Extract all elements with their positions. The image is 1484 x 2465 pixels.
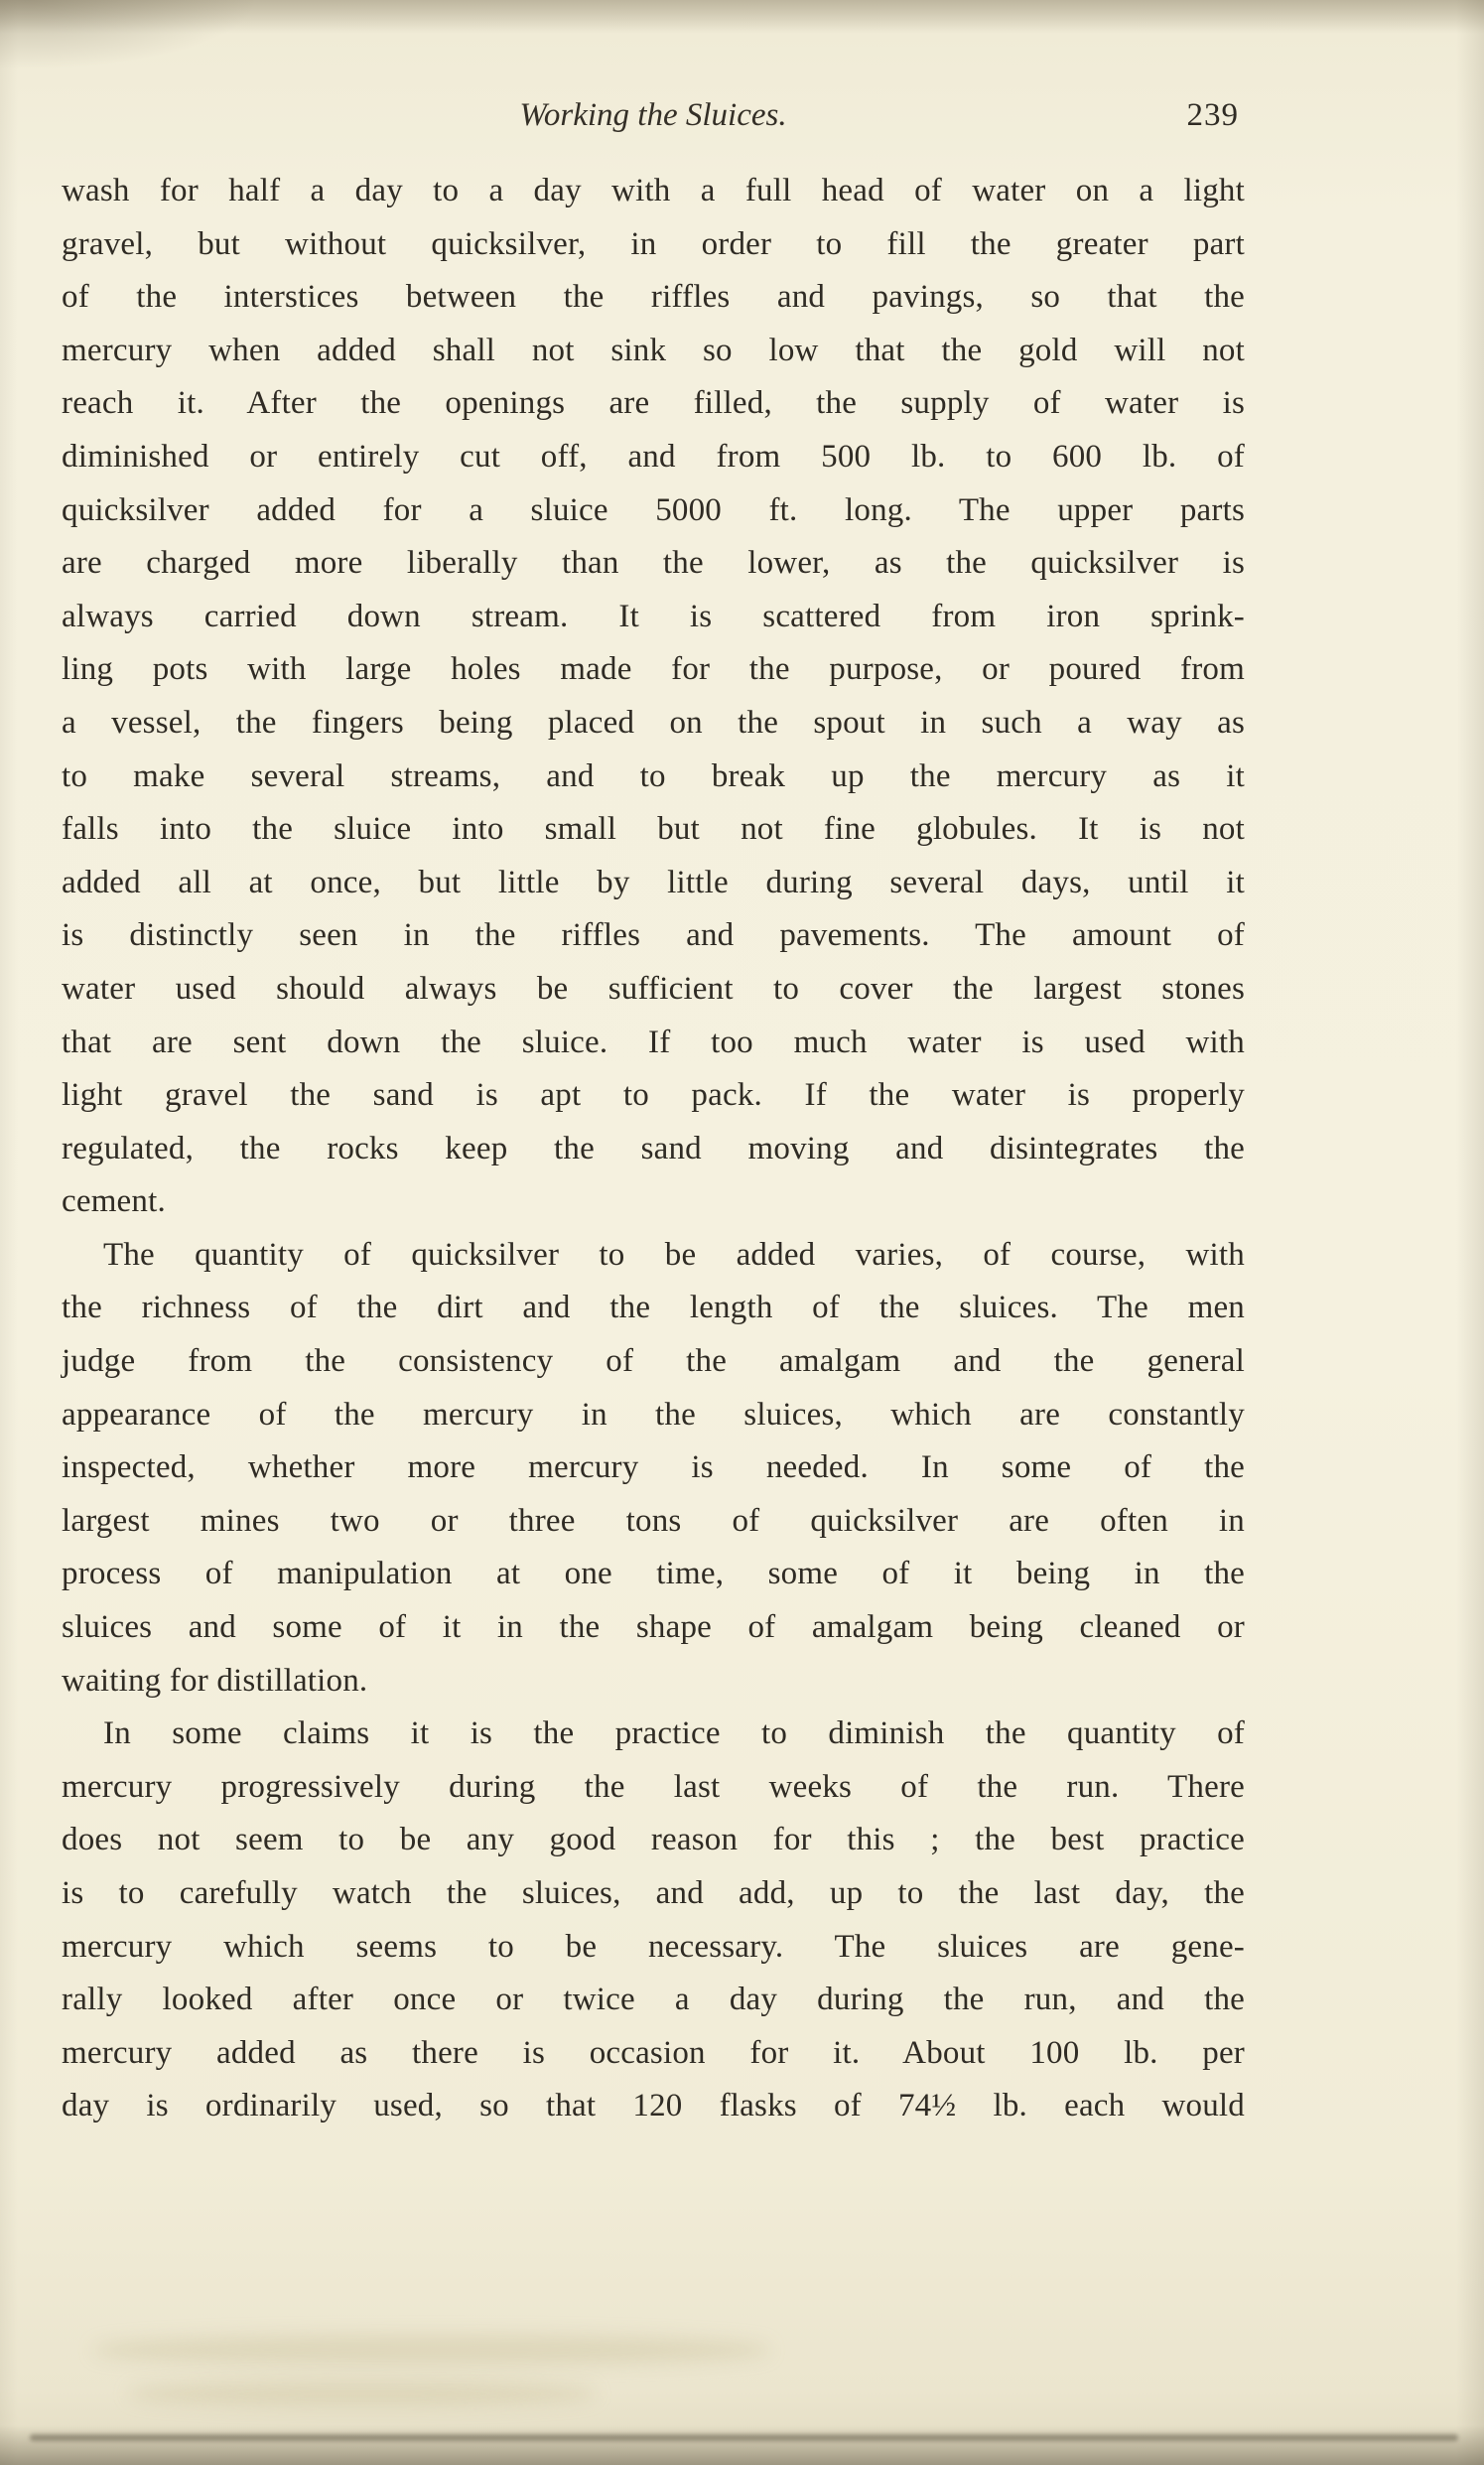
text-line: The quantity of quicksilver to be added varies, of course, with [103, 1236, 1245, 1273]
text-line: a vessel, the fingers being placed on the spout in such a way as [62, 704, 1245, 741]
text-line: wash for half a day to a day with a full head of water on a light [62, 173, 1245, 208]
text-line: regulated, the rocks keep the sand moving and disintegrates the [62, 1130, 1245, 1166]
text-line: falls into the sluice into small but not fine globules. It is not [62, 811, 1245, 848]
text-line: waiting for distillation. [62, 1662, 368, 1699]
text-line: inspected, whether more mercury is needed. In some of the [62, 1449, 1245, 1486]
page-number: 239 [1186, 97, 1239, 133]
page-header [62, 91, 1245, 139]
text-line: are charged more liberally than the lower, as the quicksilver is [62, 545, 1245, 582]
text-line: cement. [62, 1183, 166, 1220]
text-line: reach it. After the openings are filled, the supply of water is [62, 385, 1245, 422]
text-line: quicksilver added for a sluice 5000 ft. long. The upper parts [62, 491, 1245, 528]
text-line: is to carefully watch the sluices, and add, up to the last day, the [62, 1875, 1245, 1911]
show-through-smudge [94, 2335, 769, 2365]
text-line: day is ordinarily used, so that 120 flasks of 74½ lb. each would [62, 2088, 1245, 2124]
text-line: mercury when added shall not sink so low that the gold will not [62, 332, 1245, 368]
scan-shadow-corner [0, 0, 258, 69]
text-line: sluices and some of it in the shape of amalgam being cleaned or [62, 1609, 1245, 1646]
show-through-smudge [129, 2381, 596, 2406]
text-line: judge from the consistency of the amalgam and the general [62, 1343, 1245, 1380]
text-line: always carried down stream. It is scattered from iron sprink- [62, 598, 1245, 634]
text-line: appearance of the mercury in the sluices, which are constantly [62, 1396, 1245, 1433]
scan-shadow-bottom [0, 2425, 1484, 2465]
running-title: Working the Sluices. [519, 97, 787, 133]
page-body [62, 165, 1245, 2133]
text-line: that are sent down the sluice. If too much water is used with [62, 1024, 1245, 1060]
text-line: to make several streams, and to break up the mercury as it [62, 757, 1245, 794]
text-line: is distinctly seen in the riffles and pavements. The amount of [62, 917, 1245, 954]
text-line: diminished or entirely cut off, and from 500 lb. to 600 lb. of [62, 438, 1245, 475]
text-line: the richness of the dirt and the length of the sluices. The men [62, 1290, 1245, 1326]
text-line: does not seem to be any good reason for this ; the best practice [62, 1822, 1245, 1858]
text-line: added all at once, but little by little during several days, until it [62, 864, 1245, 900]
text-line: of the interstices between the riffles and pavings, so that the [62, 279, 1245, 316]
text-line: mercury which seems to be necessary. The sluices are gene- [62, 1928, 1245, 1965]
text-line: gravel, but without quicksilver, in order to fill the greater part [62, 225, 1245, 262]
text-line: water used should always be sufficient to cover the largest stones [62, 970, 1245, 1007]
text-line: mercury added as there is occasion for it. About 100 lb. per [62, 2034, 1245, 2071]
scan-shadow-right [1456, 0, 1484, 2465]
text-line: rally looked after once or twice a day during the run, and the [62, 1982, 1245, 2018]
text-line: ling pots with large holes made for the purpose, or poured from [62, 651, 1245, 688]
scan-shadow-left [0, 0, 18, 2465]
text-line: mercury progressively during the last weeks of the run. There [62, 1768, 1245, 1805]
text-line: largest mines two or three tons of quicksilver are often in [62, 1502, 1245, 1539]
text-line: process of manipulation at one time, some of it being in the [62, 1556, 1245, 1592]
text-line: light gravel the sand is apt to pack. If the water is properly [62, 1077, 1245, 1114]
text-line: In some claims it is the practice to diminish the quantity of [103, 1715, 1245, 1752]
